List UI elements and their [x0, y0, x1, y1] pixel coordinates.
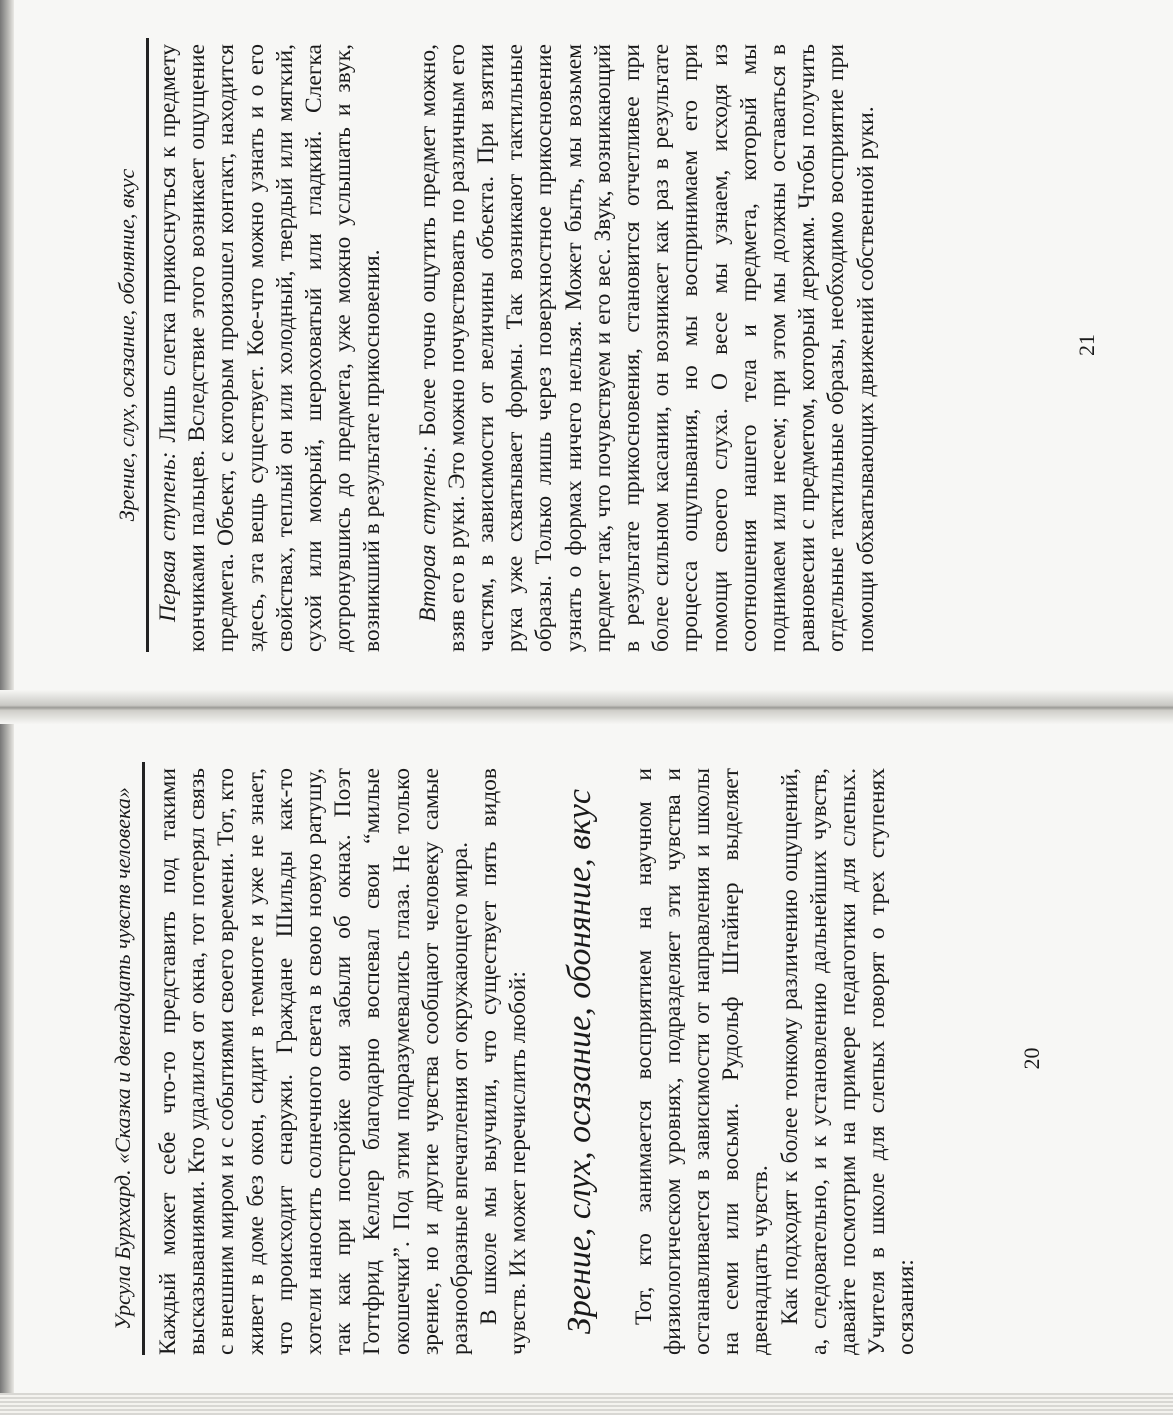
- page-21: [14, 0, 1173, 690]
- page-20-rotated-content: [14, 724, 1114, 1393]
- first-stage-text: Лишь слегка прикоснуться к предмету кончиками пальцев. Вследствие этого возникает ощущение предмета. Объект, с которым произошел контакт, находится здесь, эта вещь существует. Кое-что можно узнать и о его свойствах, теплый он или холодный, твердый или мягкий, сухой или мокрый, шероховатый или гладкий. Слегка дотронувшись до предмета, уже можно услышать и звук, возникший в результате прикосновения.: [155, 44, 386, 652]
- running-head-right: Зрение, слух, осязание, обоняние, вкус: [114, 38, 149, 652]
- paragraph-blind-pedagogy: Как подходят к более тонкому различению ощущений, а, следовательно, и к установлению дальнейших чувств, давайте посмотрим на примере педагогики для слепых. Учителя в школе для слепых говорят о трех ступенях осязания:: [776, 768, 920, 1355]
- section-title: Зрение, слух, осязание, обоняние, вкус: [560, 789, 598, 1334]
- paragraph-perception-levels: Тот, кто занимается восприятием на научном и физиологическом уровнях, подразделяет эти чувства и останавливается в зависимости от направления и школы на семи или восьми. Рудольф Штайнер выделяет двенадцать чувств.: [630, 768, 774, 1355]
- running-head-left: Урсула Бурххард. «Сказка и двенадцать чувств человека»: [110, 762, 145, 1355]
- second-stage-lead: Вторая ступень:: [414, 445, 441, 622]
- book-gutter: [0, 690, 1173, 724]
- page-number-20: 20: [1019, 1047, 1044, 1070]
- first-stage-lead: Первая ступень:: [155, 451, 181, 622]
- paragraph-windows: Каждый может себе что-то представить под такими высказываниями. Кто удалился от окна, тот потерял связь с внешним миром и с событиями своего времени. Тот, кто живет в доме без окон, сидит в темноте и уже не знает, что происходит снаружи. Граждане Шильды как-то хотели наносить солнечного света в свою новую ратушу, так как при постройке они забыли об окнах. Поэт Готтфрид Келлер благодарно воспевал свои “милые окошечки”. Под этим подразумевались глаза. Не только зрение, но и другие чувства сообщают человеку самые разнообразные впечатления от окружающего мира.: [155, 768, 474, 1355]
- paragraph-five-senses: В школе мы выучили, что существует пять видов чувств. Их может перечислить любой:: [476, 768, 532, 1355]
- page-20: [14, 724, 1173, 1393]
- page-21-body: [154, 44, 881, 652]
- page-edges: [0, 1393, 1173, 1415]
- page-20-body: [154, 768, 922, 1355]
- second-stage-text: Более точно ощутить предмет можно, взяв его в руки. Это можно почувствовать по различным его частям, в зависимости от величины объекта. При взятии рука уже схватывает формы. Так возникают тактильные образы. Только лишь через поверхностное прикосновение узнать о формах ничего нельзя. Может быть, мы возьмем предмет так, что почувствуем и его вес. Звук, возникающий в результате прикосновения, становится отчетливее при более сильном касании, он возникает как раз в результате процесса ощупывания, но мы воспринимаем его при помощи своего слуха. О весе мы узнаем, исходя из соотношения нашего тела и предмета, который мы поднимаем или несем; при этом мы должны оставаться в равновесии с предметом, который держим. Чтобы получить отдельные тактильные образы, необходимо восприятие при помощи обхватывающих движений собственной руки.: [414, 44, 879, 652]
- page-number-21: 21: [1074, 334, 1099, 356]
- paragraph-second-stage: [414, 44, 881, 652]
- page-21-rotated-content: [14, 0, 1114, 690]
- paragraph-first-stage: [154, 44, 388, 652]
